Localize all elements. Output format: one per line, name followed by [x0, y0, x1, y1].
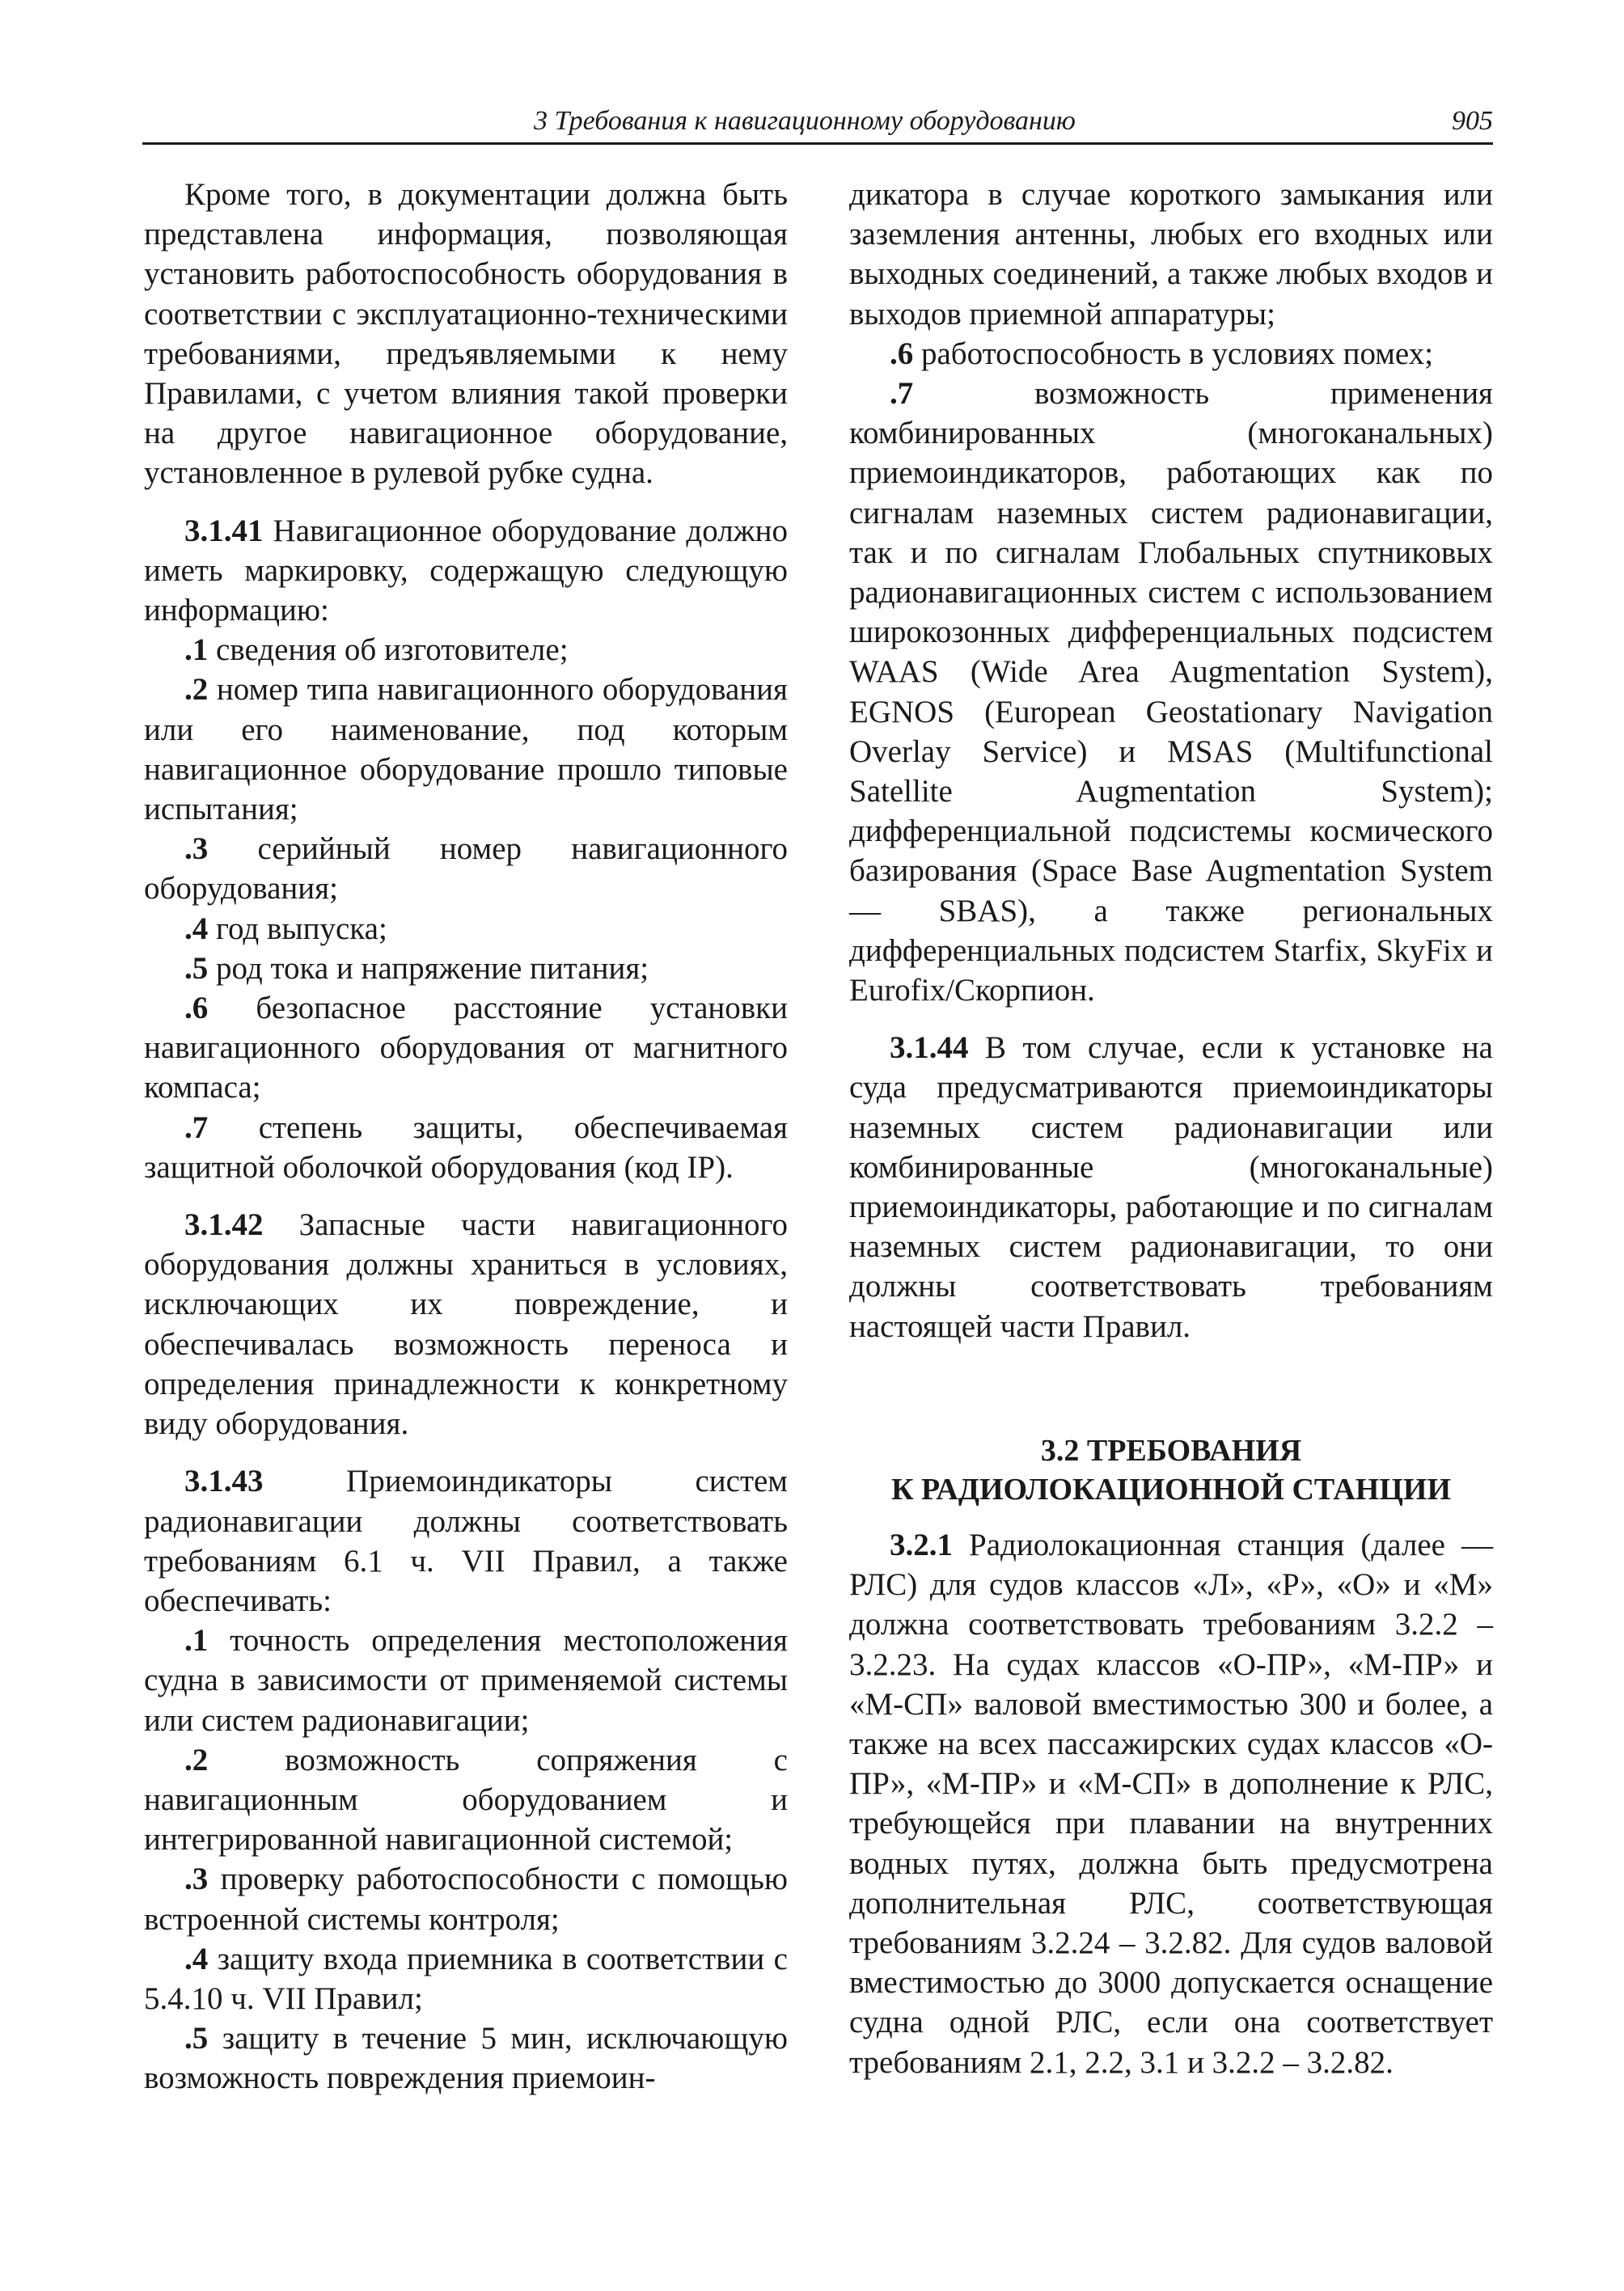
item-text: возможность сопряжения с навигационным оборудованием и интегрированной навигационной системой; — [144, 1742, 788, 1858]
clause-text: Приемоиндикаторы систем радионавигации должны соответствовать требованиям 6.1 ч. VII Правил, а также обеспечивать: — [144, 1464, 788, 1618]
left-column — [144, 175, 788, 2099]
item-number: .5 — [184, 950, 209, 986]
list-item — [144, 1108, 788, 1187]
clause-number: 3.2.1 — [890, 1527, 953, 1562]
list-item — [849, 334, 1493, 374]
list-item — [144, 630, 788, 670]
clause-3-1-41 — [144, 511, 788, 631]
item-number: .1 — [184, 632, 209, 668]
list-item — [144, 670, 788, 829]
item-text: сведения об изготовителе; — [208, 632, 569, 668]
section-heading-line1: 3.2 ТРЕБОВАНИЯ — [1040, 1433, 1302, 1468]
continuation-paragraph: дикатора в случае короткого замыкания или заземления антенны, любых его входных или выходных соединений, а также любых входов и выходов приемной аппаратуры; — [849, 177, 1493, 332]
clause-number: 3.1.44 — [890, 1030, 969, 1066]
clause-number: 3.1.42 — [184, 1207, 264, 1243]
running-header — [142, 100, 1493, 145]
list-item — [144, 1621, 788, 1740]
clause-3-1-44 — [849, 1028, 1493, 1346]
item-text: безопасное расстояние установки навигационного оборудования от магнитного компаса; — [144, 991, 788, 1105]
clause-text: Запасные части навигационного оборудования должны храниться в условиях, исключающих их повреждение, и обеспечивалась возможность переноса и определения принадлежности к конкретному виду оборудования. — [144, 1207, 788, 1442]
item-number: .2 — [184, 1742, 209, 1777]
item-text: номер типа навигационного оборудования или его наименование, под которым навигационное оборудование прошло типовые испытания; — [144, 672, 788, 827]
list-item — [144, 1859, 788, 1938]
item-number: .4 — [184, 911, 209, 946]
item-number: .7 — [890, 376, 914, 412]
intro-paragraph: Кроме того, в документации должна быть представлена информация, позволяющая установить работоспособность оборудования в соответствии с эксплуатационно-техническими требованиями, предъявляемыми к нему Правилами, с учетом влияния такой проверки на другое навигационное оборудование, установленное в рулевой рубке судна. — [144, 177, 788, 491]
item-text: точность определения местоположения судна в зависимости от применяемой системы или систем радионавигации; — [144, 1623, 788, 1738]
page-number: 905 — [1452, 106, 1493, 136]
item-text: защиту в течение 5 мин, исключающую возможность повреждения приемоин- — [144, 2021, 788, 2096]
item-text: серийный номер навигационного оборудования; — [144, 831, 788, 907]
clause-3-1-42 — [144, 1205, 788, 1443]
clause-3-2-1 — [849, 1525, 1493, 2082]
section-heading-line2: К РАДИОЛОКАЦИОННОЙ СТАНЦИИ — [890, 1472, 1452, 1507]
list-item — [144, 2018, 788, 2098]
item-text: возможность применения комбинированных (многоканальных) приемоиндикаторов, работающих как по сигналам наземных систем радионавигации, так и по сигналам Глобальных спутниковых радионавигационных систем с использованием широкозонных дифференциальных подсистем WAAS (Wide Area Augmentation System), EGNOS (European Geostationary Navigation Overlay Service) и MSAS (Multifunctional Satellite Augmentation System); дифференциальной подсистемы космического базирования (Space Base Augmentation System — SBAS), а также региональных дифференциальных подсистем Starfix, SkyFix и Eurofix/Скорпион. — [849, 376, 1493, 1008]
item-number: .5 — [184, 2021, 209, 2056]
item-number: .7 — [184, 1110, 209, 1145]
list-item — [144, 1740, 788, 1860]
right-column — [849, 175, 1493, 2082]
item-text: год выпуска; — [208, 911, 387, 946]
item-text: работоспособность в условиях помех; — [913, 336, 1434, 371]
chapter-title: 3 Требования к навигационному оборудованию — [534, 106, 1076, 136]
item-number: .3 — [184, 831, 209, 867]
list-item — [144, 988, 788, 1108]
item-text: проверку работоспособности с помощью встроенной системы контроля; — [144, 1862, 788, 1937]
item-text: род тока и напряжение питания; — [208, 950, 649, 986]
clause-number: 3.1.43 — [184, 1464, 264, 1499]
clause-text: Навигационное оборудование должно иметь маркировку, содержащую следующую информацию: — [144, 513, 788, 628]
clause-3-1-43 — [144, 1461, 788, 1621]
clause-text: Радиолокационная станция (далее — РЛС) для судов классов «Л», «Р», «О» и «М» должна соответствовать требованиям 3.2.2 – 3.2.23. На судах классов «О-ПР», «М-ПР» и «М-СП» валовой вместимостью 300 и более, а также на всех пассажирских судах классов «О-ПР», «М-ПР» и «М-СП» в дополнение к РЛС, требующейся при плавании на внутренних водных путях, должна быть предусмотрена дополнительная РЛС, соответствующая требованиям 3.2.24 – 3.2.82. Для судов валовой вместимостью до 3000 допускается оснащение судна одной РЛС, если она соответствует требованиям 2.1, 2.2, 3.1 и 3.2.2 – 3.2.82. — [849, 1527, 1493, 2080]
list-item — [144, 1939, 788, 2018]
clause-text: В том случае, если к установке на суда предусматриваются приемоиндикаторы наземных систем радионавигации или комбинированные (многоканальные) приемоиндикаторы, работающие и по сигналам наземных систем радионавигации, то они должны соответствовать требованиям настоящей части Правил. — [849, 1030, 1493, 1344]
clause-number: 3.1.41 — [184, 513, 264, 548]
item-number: .1 — [184, 1623, 209, 1659]
list-item — [144, 949, 788, 988]
item-text: защиту входа приемника в соответствии с 5.4.10 ч. VII Правил; — [144, 1941, 788, 2016]
item-number: .6 — [184, 991, 209, 1026]
item-number: .3 — [184, 1862, 209, 1897]
item-text: степень защиты, обеспечиваемая защитной оболочкой оборудования (код IP). — [144, 1110, 788, 1185]
item-number: .6 — [890, 336, 914, 371]
item-number: .4 — [184, 1941, 209, 1976]
list-item — [849, 374, 1493, 1010]
list-item — [144, 829, 788, 908]
section-heading — [849, 1431, 1493, 1509]
list-item — [144, 909, 788, 949]
item-number: .2 — [184, 672, 209, 708]
